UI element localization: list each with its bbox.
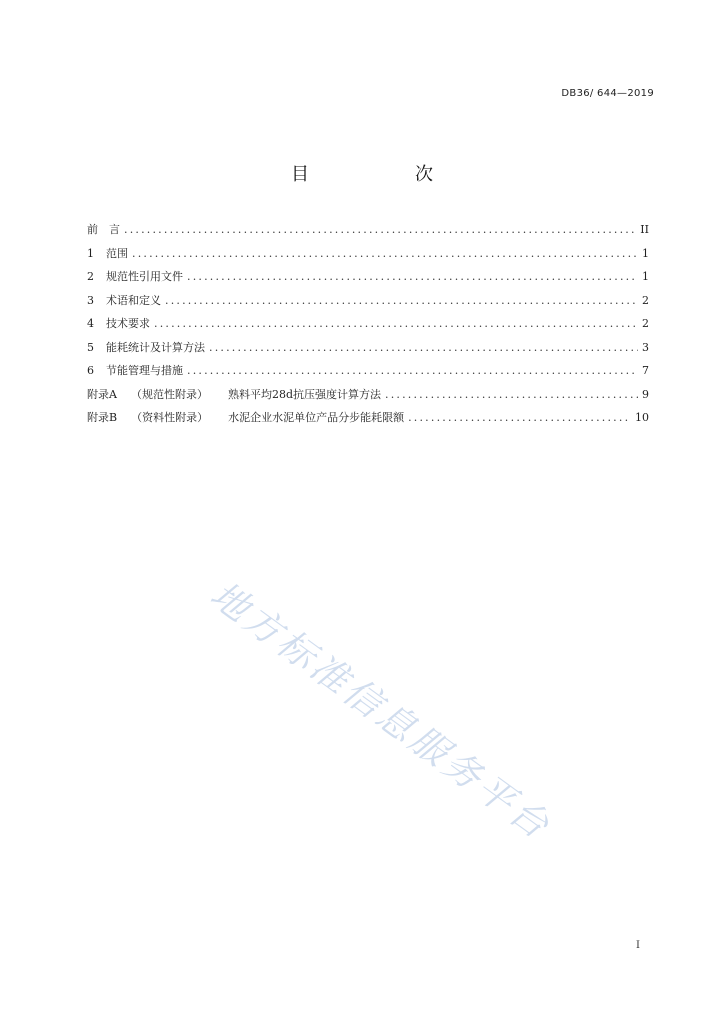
toc-entry-number: 6 [87,364,94,377]
toc-entry-appendix-a[interactable] [87,383,649,407]
toc-entry-page: 1 [642,246,649,260]
toc-entry-number: 4 [87,317,94,330]
toc-entry-label: 熟料平均28d抗压强度计算方法 [227,387,381,401]
toc-leader-dots [187,265,638,289]
watermark: 地方标准信息服务平台 [202,572,560,849]
toc-entry-label: 范围 [106,246,128,260]
toc-entry-label: 节能管理与措施 [106,364,183,377]
toc-entry-technical-requirements[interactable] [87,312,649,336]
appendix-prefix: 附录A [87,387,117,401]
toc-entry-page: 7 [642,364,649,377]
toc-title: 目 次 [291,164,477,185]
document-code: DB36/ 644—2019 [561,88,654,99]
toc-entry-page: 10 [635,411,649,424]
toc-entry-label: 规范性引用文件 [106,270,183,283]
toc-entry-label: 术语和定义 [106,293,161,307]
toc-entry-number: 5 [87,340,94,354]
toc-leader-dots [132,242,638,266]
toc-entry-page: 2 [642,317,649,330]
toc-entry-label: 前 言 [87,223,120,236]
toc-leader-dots [165,289,638,313]
toc-entry-scope[interactable] [87,242,649,266]
toc-entry-foreword[interactable] [87,218,649,242]
toc-leader-dots [408,406,631,430]
toc-entry-number: 2 [87,270,94,283]
toc-entry-label: 能耗统计及计算方法 [106,340,205,354]
toc-leader-dots [209,336,638,360]
toc-entry-normative-references[interactable] [87,265,649,289]
toc-leader-dots [124,218,636,242]
toc-entry-label: 技术要求 [106,317,150,330]
toc-entry-label: 水泥企业水泥单位产品分步能耗限额 [228,411,405,424]
toc-leader-dots [385,383,638,407]
toc-entry-page: 2 [642,293,649,307]
toc-entry-energy-statistics[interactable] [87,336,649,360]
toc-entry-number: 3 [87,293,94,307]
toc-entry-number: 1 [87,246,94,260]
page-number: I [636,940,640,951]
toc-entry-page: 3 [642,340,649,354]
toc-leader-dots [187,359,638,383]
toc-entry-page: 9 [642,387,649,401]
toc-entry-page: II [640,223,649,236]
appendix-type: （资料性附录） [131,411,209,424]
toc-entry-energy-management[interactable] [87,359,649,383]
table-of-contents [87,218,649,430]
appendix-prefix: 附录B [87,411,118,424]
toc-entry-appendix-b[interactable] [87,406,649,430]
toc-entry-page: 1 [642,270,649,283]
toc-leader-dots [154,312,638,336]
appendix-type: （规范性附录） [130,387,208,401]
toc-entry-terms-definitions[interactable] [87,289,649,313]
